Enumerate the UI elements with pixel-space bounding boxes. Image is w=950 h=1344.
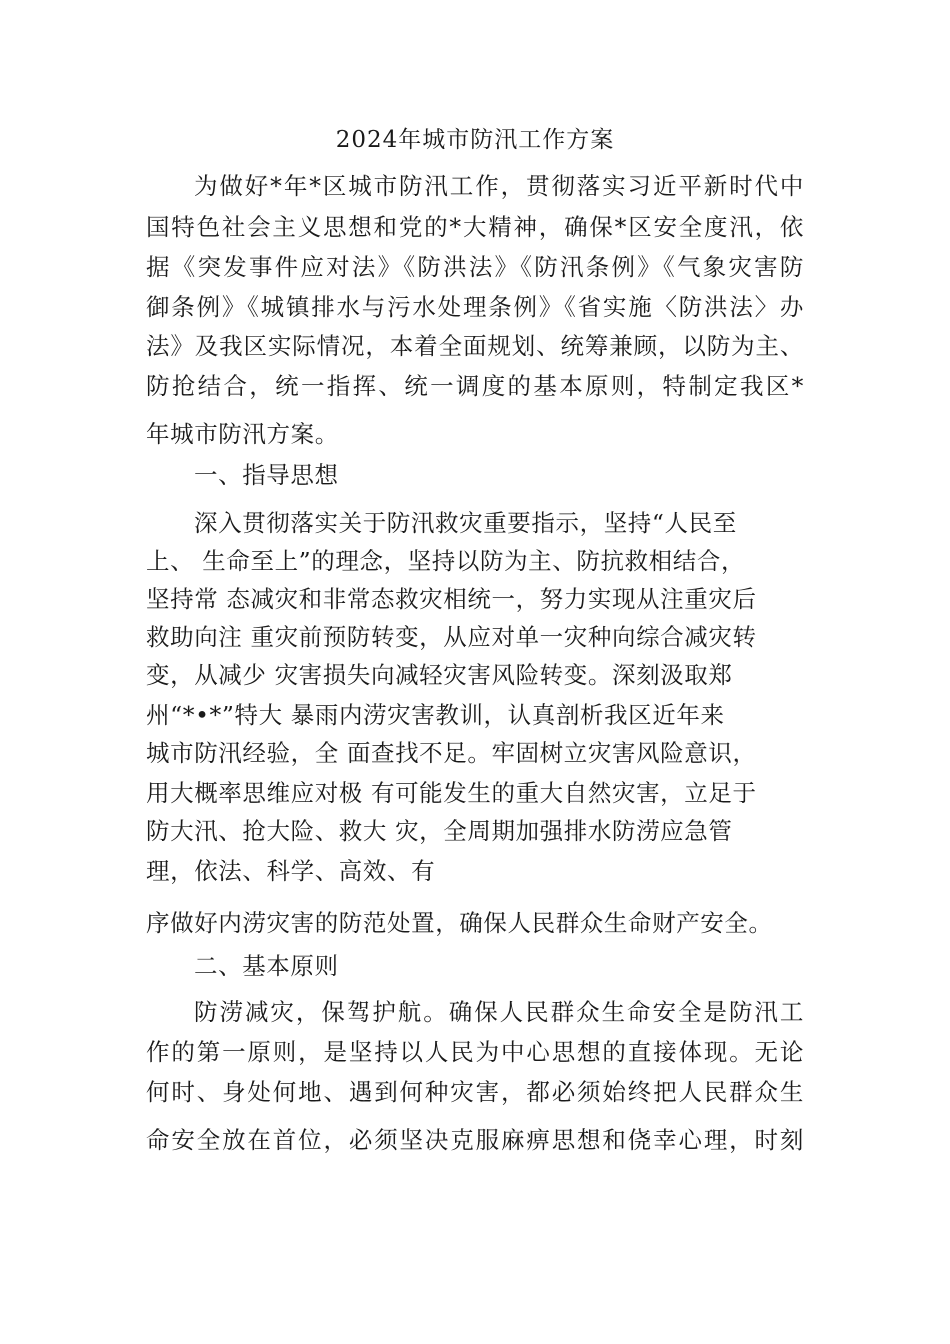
section1-line-6: 州“*•*”特大 暴雨内涝灾害教训，认真剖析我区近年来 — [146, 701, 725, 729]
intro-line-6: 防抢结合，统一指挥、统一调度的基本原则，特制定我区* — [146, 372, 804, 400]
section-heading-guiding-thought: 一、指导思想 — [194, 461, 339, 489]
intro-line-1: 为做好*年*区城市防汛工作，贯彻落实习近平新时代中 — [194, 172, 804, 200]
section2-line-2: 作的第一原则，是坚持以人民为中心思想的直接体现。无论 — [146, 1038, 804, 1066]
intro-line-4: 御条例》《城镇排水与污水处理条例》《省实施〈防洪法〉办 — [146, 293, 804, 321]
section-heading-basic-principles: 二、基本原则 — [194, 952, 339, 980]
section2-line-1: 防涝减灾，保驾护航。确保人民群众生命安全是防汛工 — [194, 998, 804, 1026]
document-title: 2024年城市防汛工作方案 — [335, 127, 615, 153]
section1-line-11: 序做好内涝灾害的防范处置，确保人民群众生命财产安全。 — [146, 909, 773, 937]
section1-line-10: 理，依法、科学、高效、有 — [146, 857, 436, 885]
section1-line-7: 城市防汛经验，全 面查找不足。牢固树立灾害风险意识， — [146, 739, 757, 767]
section1-line-2: 上、 生命至上”的理念，坚持以防为主、防抗救相结合， — [146, 547, 746, 575]
section1-line-8: 用大概率思维应对极 有可能发生的重大自然灾害，立足于 — [146, 779, 757, 807]
intro-line-3: 据《突发事件应对法》《防洪法》《防汛条例》《气象灾害防 — [146, 253, 804, 281]
section2-line-3: 何时、身处何地、遇到何种灾害，都必须始终把人民群众生 — [146, 1078, 804, 1106]
intro-line-2: 国特色社会主义思想和党的*大精神，确保*区安全度汛，依 — [146, 213, 804, 241]
section1-line-5: 变，从减少 灾害损失向减轻灾害风险转变。深刻汲取郑 — [146, 661, 733, 689]
section1-line-4: 救助向注 重灾前预防转变，从应对单一灾种向综合减灾转 — [146, 623, 757, 651]
intro-line-5: 法》及我区实际情况，本着全面规划、统筹兼顾，以防为主、 — [146, 332, 804, 360]
section1-line-1: 深入贯彻落实关于防汛救灾重要指示，坚持“人民至 — [194, 509, 737, 537]
section2-line-4: 命安全放在首位，必须坚决克服麻痹思想和侥幸心理，时刻 — [146, 1126, 804, 1154]
section1-line-3: 坚持常 态减灾和非常态救灾相统一，努力实现从注重灾后 — [146, 585, 757, 613]
intro-line-7: 年城市防汛方案。 — [146, 420, 339, 448]
section1-line-9: 防大汛、抢大险、救大 灾，全周期加强排水防涝应急管 — [146, 817, 733, 845]
